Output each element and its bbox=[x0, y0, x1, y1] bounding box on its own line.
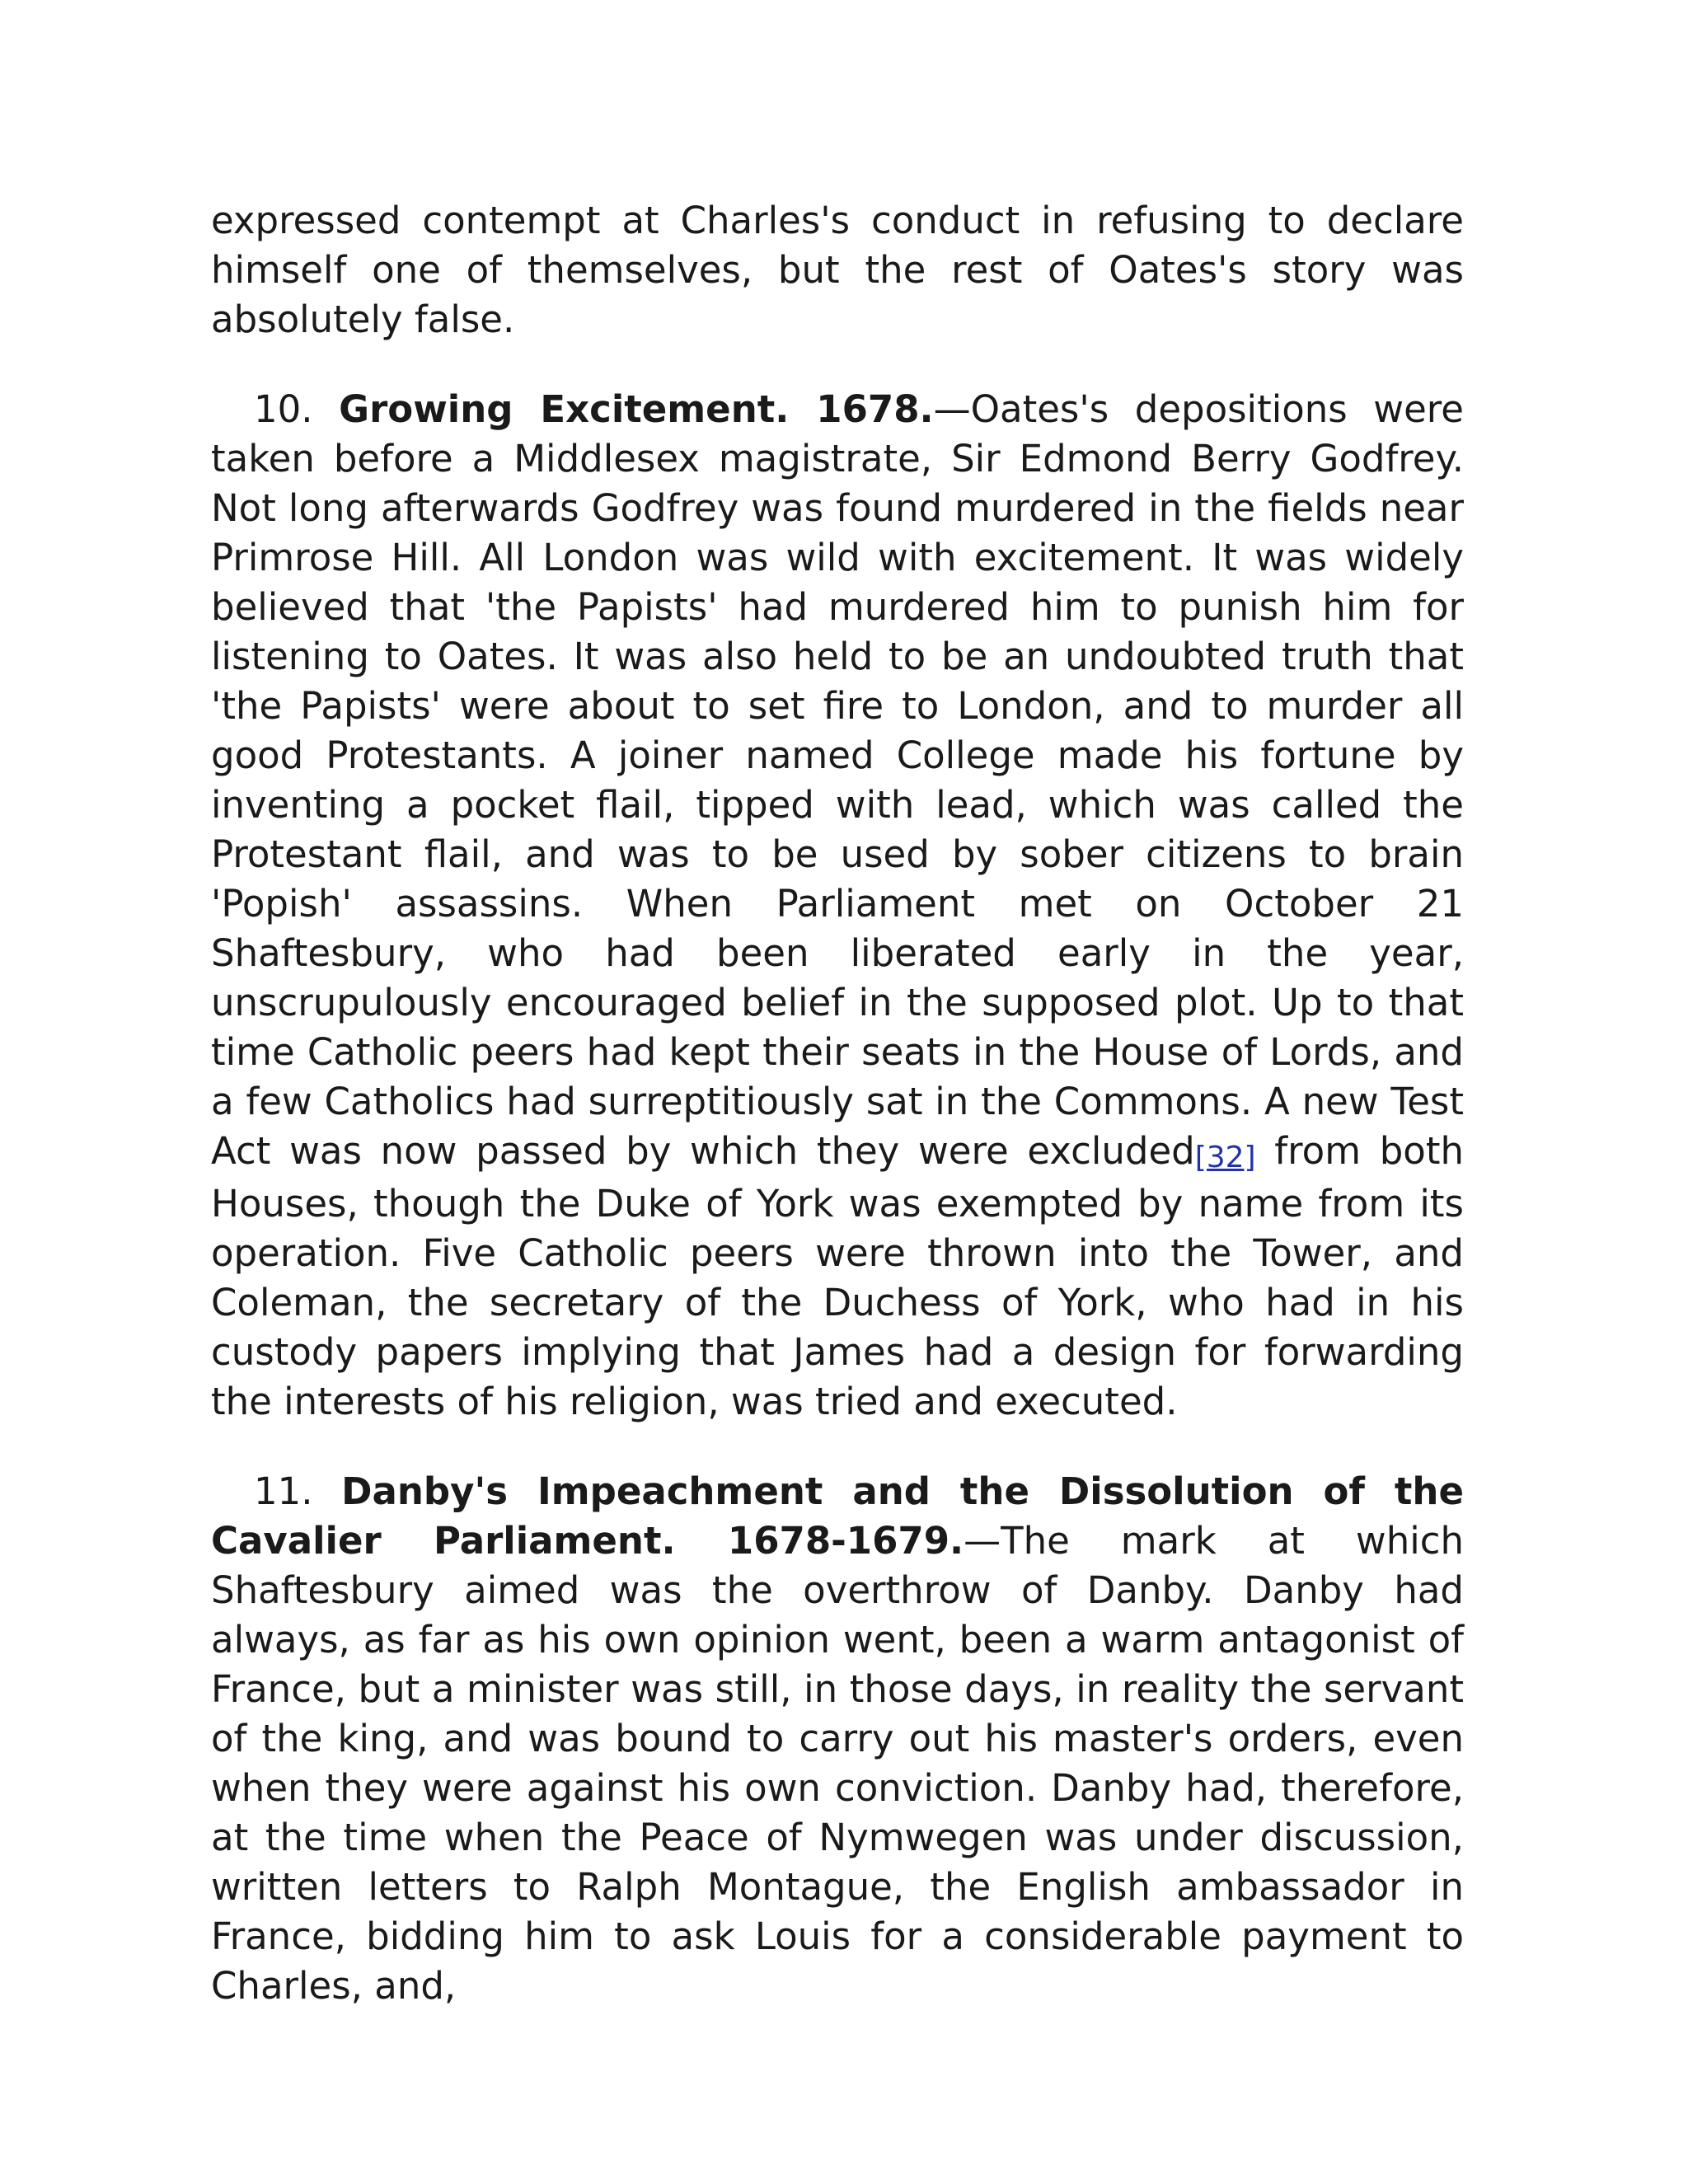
section-number: 10. bbox=[254, 387, 313, 431]
paragraph-text: expressed contempt at Charles's conduct in refusing to declare himself one of themselves, but the rest of Oates's story was absolutely false. bbox=[211, 199, 1464, 341]
document-page bbox=[211, 196, 1464, 2051]
section-11 bbox=[211, 1467, 1464, 2011]
paragraph-continuation bbox=[211, 196, 1464, 344]
section-10 bbox=[211, 385, 1464, 1427]
section-number: 11. bbox=[254, 1469, 313, 1513]
section-text: —Oates's depositions were taken before a Middlesex magistrate, Sir Edmond Berry Godfrey. Not long afterwards Godfrey was found murdered in the fields near Primrose Hill. All London was wild with excitement. It was widely believed that 'the Papists' had murdered him to punish him for listening to Oates. It was also held to be an undoubted truth that 'the Papists' were about to set fire to London, and to murder all good Protestants. A joiner named College made his fortune by inventing a pocket flail, tipped with lead, which was called the Protestant flail, and was to be used by sober citizens to brain 'Popish' assassins. When Parliament met on October 21 Shaftesbury, who had been liberated early in the year, unscrupulously encouraged belief in the supposed plot. Up to that time Catholic peers had kept their seats in the House of Lords, and a few Catholics had surreptitiously sat in the Commons. A new Test Act was now passed by which they were excluded bbox=[211, 387, 1464, 1173]
section-text-continued: from both Houses, though the Duke of York was exempted by name from its operation. Five Catholic peers were thrown into the Tower, and Coleman, the secretary of the Duchess of York, who had in his custody papers implying that James had a design for forwarding the interests of his religion, was tried and executed. bbox=[211, 1129, 1464, 1423]
section-heading: Danby's Impeachment and the Dissolution of the Cavalier Parliament. 1678-1679. bbox=[211, 1469, 1464, 1563]
section-heading: Growing Excitement. 1678. bbox=[339, 387, 934, 431]
section-text: —The mark at which Shaftesbury aimed was the overthrow of Danby. Danby had always, as far as his own opinion went, been a warm antagonist of France, but a minister was still, in those days, in reality the servant of the king, and was bound to carry out his master's orders, even when they were against his own conviction. Danby had, therefore, at the time when the Peace of Nymwegen was under discussion, written letters to Ralph Montague, the English ambassador in France, bidding him to ask Louis for a considerable payment to Charles, and, bbox=[211, 1519, 1464, 2008]
footnote-link[interactable]: [32] bbox=[1194, 1141, 1256, 1174]
